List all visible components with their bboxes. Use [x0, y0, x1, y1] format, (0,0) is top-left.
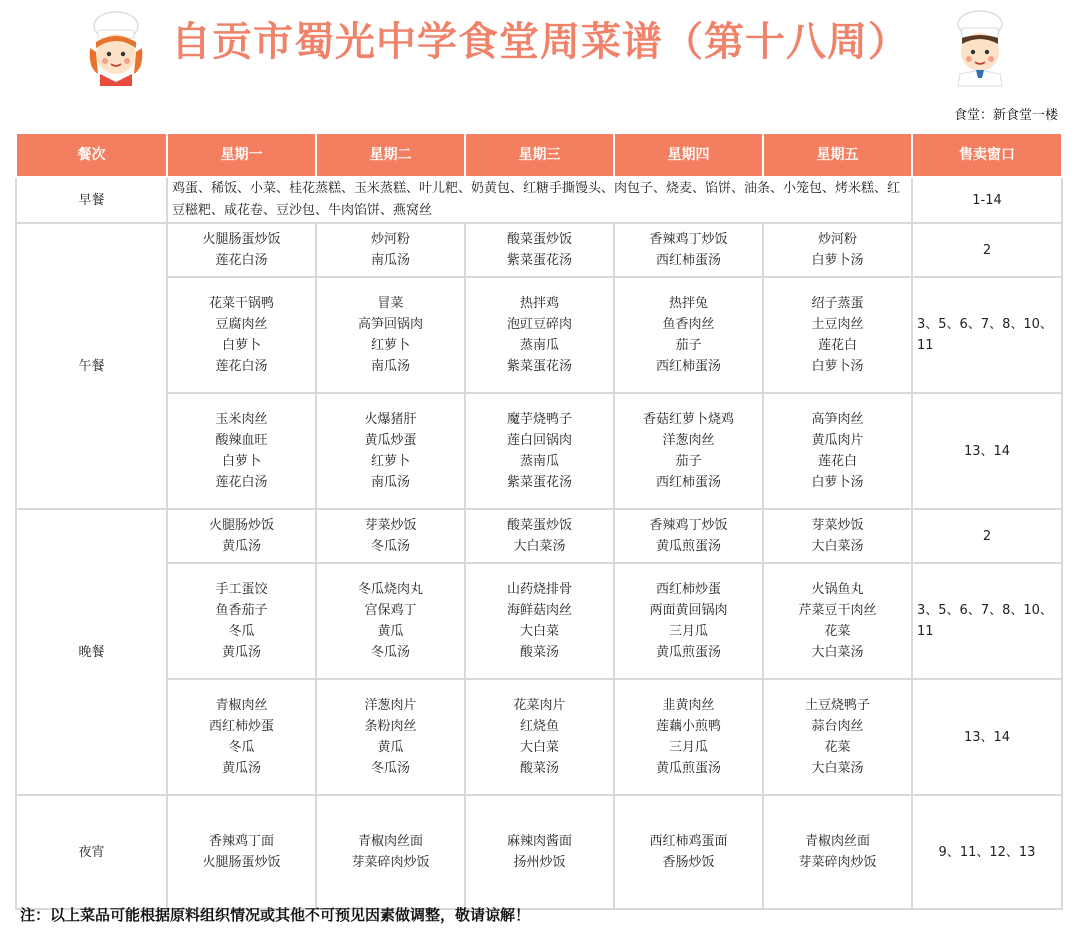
dish-name: 绍子蒸蛋 [811, 296, 864, 311]
dish-name: 香辣鸡丁炒饭 [649, 518, 728, 533]
dish-name: 火腿肠炒饭 [208, 518, 274, 533]
dish-name: 莲花白 [817, 454, 857, 469]
dish-cell [614, 393, 763, 509]
header-monday: 星期一 [167, 133, 316, 177]
dish-name: 鱼香肉丝 [662, 317, 715, 332]
dish-name: 莲白回锅肉 [506, 433, 572, 448]
table-header-row [16, 133, 1062, 177]
dish-name: 西红柿炒蛋 [655, 582, 721, 597]
dish-name: 芽菜炒饭 [811, 518, 864, 533]
dish-name: 洋葱肉丝 [662, 433, 715, 448]
dish-cell [465, 679, 614, 795]
dish-name: 手工蛋饺 [215, 582, 268, 597]
dish-name: 大白菜汤 [811, 761, 864, 776]
dish-name: 香辣鸡丁面 [208, 834, 274, 849]
dish-name: 白萝卜汤 [811, 359, 864, 374]
dish-cell [167, 393, 316, 509]
dish-name: 花菜 [824, 740, 851, 755]
dish-cell [763, 563, 912, 679]
dish-name: 豆腐肉丝 [215, 317, 268, 332]
dish-cell [167, 563, 316, 679]
dish-name: 芽菜碎肉炒饭 [798, 855, 877, 870]
window-cell: 2 [912, 509, 1062, 563]
dish-name: 莲花白汤 [215, 253, 268, 268]
dish-cell [614, 509, 763, 563]
footer-note: 注：以上菜品可能根据原料组织情况或其他不可预见因素做调整，敬请谅解！ [20, 906, 531, 924]
dinner-row [16, 509, 1062, 563]
window-cell: 9、11、12、13 [912, 795, 1062, 909]
dish-name: 花菜 [824, 624, 851, 639]
dish-name: 大白菜 [519, 740, 559, 755]
dish-cell [614, 563, 763, 679]
header-tuesday: 星期二 [316, 133, 465, 177]
dish-cell [316, 795, 465, 909]
dish-cell [763, 393, 912, 509]
dish-cell [167, 509, 316, 563]
dish-name: 泡豇豆碎肉 [506, 317, 572, 332]
dish-name: 莲花白汤 [215, 475, 268, 490]
dish-name: 西红柿蛋汤 [655, 475, 721, 490]
page-title: 自贡市蜀光中学食堂周菜谱（第十八周） [171, 19, 909, 65]
dish-name: 白萝卜汤 [811, 253, 864, 268]
dish-name: 蒸南瓜 [519, 454, 559, 469]
dish-name: 西红柿炒蛋 [208, 719, 274, 734]
window-cell: 1-14 [912, 177, 1062, 223]
dish-name: 白萝卜 [221, 338, 261, 353]
dish-name: 海鲜菇肉丝 [506, 603, 572, 618]
meal-label-dinner: 晚餐 [16, 509, 167, 795]
dish-name: 花菜肉片 [513, 698, 566, 713]
dish-name: 香菇红萝卜烧鸡 [642, 412, 734, 427]
dish-name: 魔芋烧鸭子 [506, 412, 572, 427]
dinner-row [16, 679, 1062, 795]
dish-cell [465, 795, 614, 909]
dish-name: 酸菜汤 [519, 761, 559, 776]
dish-name: 高笋肉丝 [811, 412, 864, 427]
chef-girl-icon [76, 8, 156, 88]
header-wednesday: 星期三 [465, 133, 614, 177]
dish-name: 酸辣血旺 [215, 433, 268, 448]
dish-name: 火爆猪肝 [364, 412, 417, 427]
dish-cell [465, 223, 614, 277]
window-cell: 3、5、6、7、8、10、11 [912, 277, 1062, 393]
dish-cell [167, 223, 316, 277]
dish-name: 扬州炒饭 [513, 855, 566, 870]
dish-name: 南瓜汤 [370, 359, 410, 374]
meal-label-breakfast: 早餐 [16, 177, 167, 223]
meal-label-night: 夜宵 [16, 795, 167, 909]
dish-cell [763, 223, 912, 277]
dish-name: 黄瓜煎蛋汤 [655, 539, 721, 554]
dish-name: 冬瓜 [228, 740, 255, 755]
dish-name: 冬瓜烧肉丸 [357, 582, 423, 597]
dish-name: 冬瓜汤 [370, 539, 410, 554]
dish-cell [316, 393, 465, 509]
dish-name: 大白菜汤 [811, 539, 864, 554]
dish-name: 大白菜汤 [811, 645, 864, 660]
dish-name: 麻辣肉酱面 [506, 834, 572, 849]
dish-name: 冬瓜汤 [370, 761, 410, 776]
dish-cell [316, 277, 465, 393]
dish-name: 酸菜汤 [519, 645, 559, 660]
dish-name: 大白菜汤 [513, 539, 566, 554]
lunch-row [16, 277, 1062, 393]
dish-name: 山药烧排骨 [506, 582, 572, 597]
page-header [0, 0, 1080, 95]
dish-name: 冬瓜汤 [370, 645, 410, 660]
dish-name: 莲花白 [817, 338, 857, 353]
dish-name: 炒河粉 [370, 232, 410, 247]
dish-name: 酸菜蛋炒饭 [506, 232, 572, 247]
dish-name: 黄瓜煎蛋汤 [655, 645, 721, 660]
breakfast-items: 鸡蛋、稀饭、小菜、桂花蒸糕、玉米蒸糕、叶儿粑、奶黄包、红糖手撕馒头、肉包子、烧麦、馅饼、油条、小笼包、烤米糕、红豆糍粑、咸花卷、豆沙包、牛肉馅饼、燕窝丝 [167, 177, 912, 223]
dish-cell [763, 795, 912, 909]
dish-name: 青椒肉丝面 [804, 834, 870, 849]
dish-cell [465, 509, 614, 563]
dish-name: 紫菜蛋花汤 [506, 253, 572, 268]
dish-cell [167, 277, 316, 393]
lunch-row [16, 223, 1062, 277]
dish-name: 冒菜 [377, 296, 404, 311]
canteen-location: 食堂：新食堂一楼 [953, 108, 1058, 123]
dish-name: 热拌鸡 [519, 296, 559, 311]
dish-name: 玉米肉丝 [215, 412, 268, 427]
dish-cell [763, 509, 912, 563]
dish-name: 蒸南瓜 [519, 338, 559, 353]
dish-name: 黄瓜汤 [221, 761, 261, 776]
dish-name: 火腿肠蛋炒饭 [202, 855, 281, 870]
dish-name: 青椒肉丝面 [357, 834, 423, 849]
dish-cell [167, 679, 316, 795]
dish-cell [614, 795, 763, 909]
window-cell: 13、14 [912, 393, 1062, 509]
dish-name: 西红柿蛋汤 [655, 253, 721, 268]
dish-name: 热拌兔 [668, 296, 708, 311]
window-cell: 2 [912, 223, 1062, 277]
lunch-row [16, 393, 1062, 509]
dish-name: 韭黄肉丝 [662, 698, 715, 713]
dish-name: 紫菜蛋花汤 [506, 359, 572, 374]
header-friday: 星期五 [763, 133, 912, 177]
dish-name: 蒜台肉丝 [811, 719, 864, 734]
meal-label-lunch: 午餐 [16, 223, 167, 509]
dish-name: 火锅鱼丸 [811, 582, 864, 597]
window-cell: 3、5、6、7、8、10、11 [912, 563, 1062, 679]
dish-name: 高笋回锅肉 [357, 317, 423, 332]
dish-cell [465, 277, 614, 393]
dish-name: 洋葱肉片 [364, 698, 417, 713]
dish-name: 三月瓜 [668, 740, 708, 755]
dish-cell [614, 277, 763, 393]
chef-boy-icon [940, 8, 1020, 88]
dish-cell [465, 563, 614, 679]
dish-name: 冬瓜 [228, 624, 255, 639]
dish-name: 两面黄回锅肉 [649, 603, 728, 618]
dish-cell [167, 795, 316, 909]
dish-name: 花菜干锅鸭 [208, 296, 274, 311]
dish-cell [614, 679, 763, 795]
dish-cell [614, 223, 763, 277]
header-meal: 餐次 [16, 133, 167, 177]
dish-name: 白萝卜 [221, 454, 261, 469]
dish-name: 白萝卜汤 [811, 475, 864, 490]
dish-name: 黄瓜汤 [221, 645, 261, 660]
dish-name: 莲藕小煎鸭 [655, 719, 721, 734]
dish-name: 紫菜蛋花汤 [506, 475, 572, 490]
dish-name: 大白菜 [519, 624, 559, 639]
dish-name: 土豆烧鸭子 [804, 698, 870, 713]
dish-cell [763, 679, 912, 795]
dish-name: 西红柿鸡蛋面 [649, 834, 728, 849]
window-cell: 13、14 [912, 679, 1062, 795]
dish-name: 土豆肉丝 [811, 317, 864, 332]
dish-cell [763, 277, 912, 393]
breakfast-row [16, 177, 1062, 223]
dish-name: 茄子 [675, 454, 702, 469]
dish-name: 芽菜碎肉炒饭 [351, 855, 430, 870]
dish-name: 鱼香茄子 [215, 603, 268, 618]
dish-name: 酸菜蛋炒饭 [506, 518, 572, 533]
dish-name: 黄瓜 [377, 624, 404, 639]
dish-cell [316, 509, 465, 563]
dish-name: 南瓜汤 [370, 253, 410, 268]
dish-name: 红萝卜 [370, 454, 410, 469]
dish-cell [465, 393, 614, 509]
dish-cell [316, 563, 465, 679]
dish-name: 三月瓜 [668, 624, 708, 639]
dish-name: 茄子 [675, 338, 702, 353]
dish-name: 青椒肉丝 [215, 698, 268, 713]
dish-name: 芽菜炒饭 [364, 518, 417, 533]
dish-name: 芹菜豆干肉丝 [798, 603, 877, 618]
dish-name: 火腿肠蛋炒饭 [202, 232, 281, 247]
dish-name: 宫保鸡丁 [364, 603, 417, 618]
dish-name: 黄瓜 [377, 740, 404, 755]
dish-name: 红烧鱼 [519, 719, 559, 734]
dish-name: 香肠炒饭 [662, 855, 715, 870]
dish-name: 西红柿蛋汤 [655, 359, 721, 374]
dish-name: 黄瓜汤 [221, 539, 261, 554]
dish-name: 黄瓜肉片 [811, 433, 864, 448]
dish-name: 黄瓜煎蛋汤 [655, 761, 721, 776]
night-snack-row [16, 795, 1062, 909]
dish-name: 南瓜汤 [370, 475, 410, 490]
header-window: 售卖窗口 [912, 133, 1062, 177]
dish-name: 莲花白汤 [215, 359, 268, 374]
dish-cell [316, 223, 465, 277]
header-thursday: 星期四 [614, 133, 763, 177]
weekly-menu-table [15, 132, 1063, 910]
dish-name: 黄瓜炒蛋 [364, 433, 417, 448]
dish-name: 香辣鸡丁炒饭 [649, 232, 728, 247]
dish-name: 条粉肉丝 [364, 719, 417, 734]
dinner-row [16, 563, 1062, 679]
dish-name: 红萝卜 [370, 338, 410, 353]
dish-name: 炒河粉 [817, 232, 857, 247]
dish-cell [316, 679, 465, 795]
